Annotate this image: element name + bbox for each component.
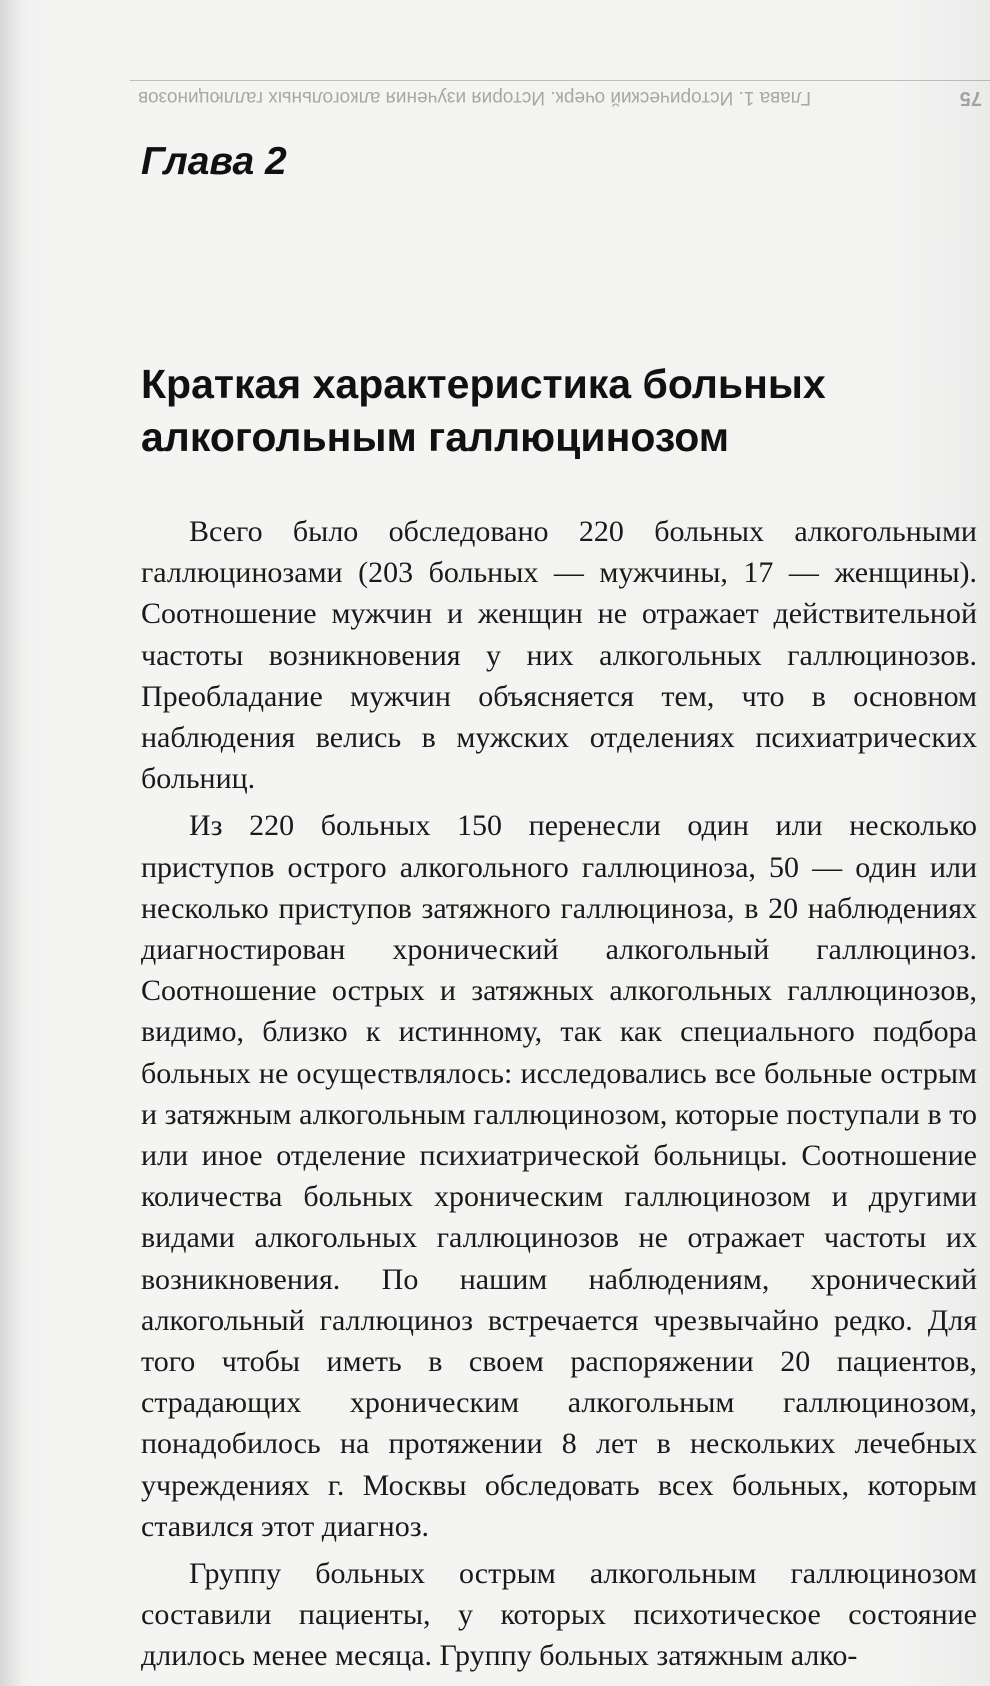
paragraph-2: Из 220 больных 150 перенесли один или несколько приступов острого алкогольного галлюциноза, 50 — один или несколько приступов затяжного галлюциноза, в 20 наблюдениях диагностирован хронический алкогольный галлюциноз. Соотношение острых и затяжных алкогольных галлюцинозов, видимо, близко к истинному, так как специального подбора больных не осуществлялось: исследовались все больные острым и затяжным алкогольным галлюцинозом, которые поступали в то или иное отделение психиатрической больницы. Соотношение количества больных хроническим галлюцинозом и другими видами алкогольных галлюцинозов не отражает частоты их возникновения. По нашим наблюдениям, хронический алкогольный галлюциноз встречается чрезвычайно редко. Для того чтобы иметь в своем распоряжении 20 пациентов, страдающих хроническим алкогольным галлюцинозом, понадобилось на протяжении 8 лет в нескольких лечебных учреждениях г. Москвы обследовать всех больных, которым ставился этот диагноз.: [141, 809, 977, 1543]
bleed-running-title: Глава 1. Исторический очерк. История изучения алкогольных галлюцинозов: [138, 87, 811, 109]
section-title: Краткая характеристика больных алкогольным галлюцинозом: [141, 361, 826, 460]
body-text: [141, 511, 977, 1683]
chapter-label: Глава 2: [141, 140, 287, 183]
bleed-through-header: [130, 80, 990, 114]
bleed-page-number: 75: [959, 87, 982, 109]
paragraph-1: Всего было обследовано 220 больных алкогольными галлюцинозами (203 больных — мужчины, 17 — женщины). Соотношение мужчин и женщин не отражает действительной частоты возникновения у них алкогольных галлюцинозов. Преобладание мужчин объясняется тем, что в основном наблюдения велись в мужских отделениях психиатрических больниц.: [141, 515, 977, 796]
paragraph-3: Группу больных острым алкогольным галлюцинозом составили пациенты, у которых психотическое состояние длилось менее месяца. Группу больных затяжным алко-: [141, 1557, 977, 1673]
page-edge-shadow: [0, 0, 22, 1686]
